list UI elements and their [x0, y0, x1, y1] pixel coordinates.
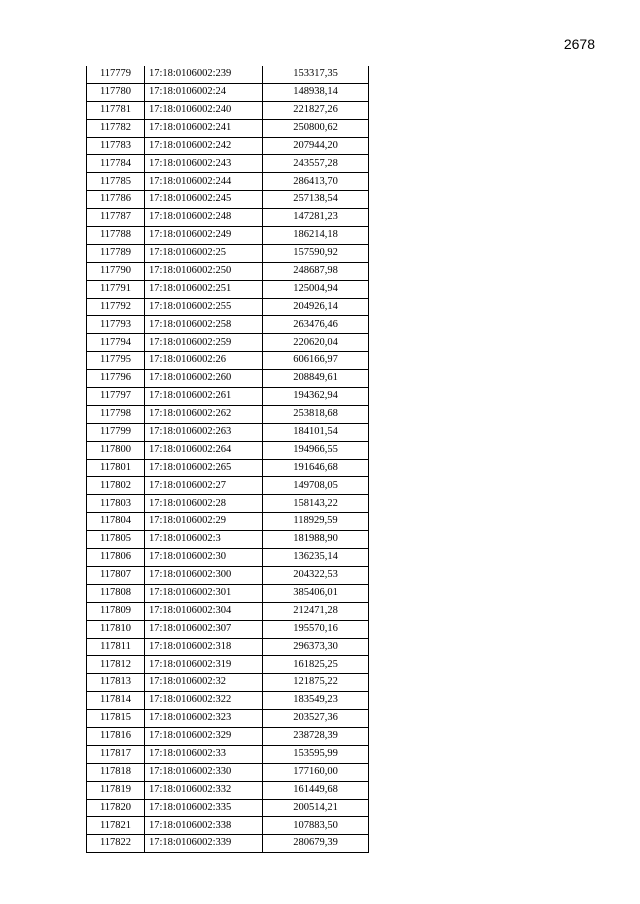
row-number-cell: 117790: [87, 262, 145, 280]
table-row: [87, 710, 369, 728]
row-number-cell: 117783: [87, 137, 145, 155]
table-row: [87, 262, 369, 280]
row-number-cell: 117782: [87, 119, 145, 137]
row-number-cell: 117822: [87, 835, 145, 853]
table-row: [87, 531, 369, 549]
cadastral-value-cell: 195570,16: [263, 620, 369, 638]
cadastral-value-cell: 181988,90: [263, 531, 369, 549]
table-row: [87, 388, 369, 406]
cadastral-number-cell: 17:18:0106002:260: [145, 370, 263, 388]
row-number-cell: 117809: [87, 602, 145, 620]
cadastral-value-cell: 186214,18: [263, 227, 369, 245]
cadastral-value-table: [86, 66, 369, 853]
cadastral-number-cell: 17:18:0106002:329: [145, 727, 263, 745]
table-row: [87, 674, 369, 692]
cadastral-value-cell: 203527,36: [263, 710, 369, 728]
table-row: [87, 566, 369, 584]
cadastral-number-cell: 17:18:0106002:28: [145, 495, 263, 513]
cadastral-value-cell: 248687,98: [263, 262, 369, 280]
row-number-cell: 117800: [87, 441, 145, 459]
table-row: [87, 620, 369, 638]
cadastral-value-cell: 153317,35: [263, 66, 369, 83]
table-row: [87, 280, 369, 298]
row-number-cell: 117808: [87, 584, 145, 602]
row-number-cell: 117814: [87, 692, 145, 710]
table-row: [87, 638, 369, 656]
row-number-cell: 117817: [87, 745, 145, 763]
table-row: [87, 781, 369, 799]
row-number-cell: 117784: [87, 155, 145, 173]
table-row: [87, 209, 369, 227]
row-number-cell: 117805: [87, 531, 145, 549]
cadastral-number-cell: 17:18:0106002:339: [145, 835, 263, 853]
table-body: [87, 66, 369, 853]
row-number-cell: 117801: [87, 459, 145, 477]
table-row: [87, 316, 369, 334]
table-row: [87, 101, 369, 119]
table-row: [87, 119, 369, 137]
row-number-cell: 117785: [87, 173, 145, 191]
cadastral-number-cell: 17:18:0106002:33: [145, 745, 263, 763]
cadastral-value-cell: 253818,68: [263, 405, 369, 423]
cadastral-number-cell: 17:18:0106002:304: [145, 602, 263, 620]
row-number-cell: 117781: [87, 101, 145, 119]
cadastral-number-cell: 17:18:0106002:335: [145, 799, 263, 817]
cadastral-value-cell: 153595,99: [263, 745, 369, 763]
cadastral-number-cell: 17:18:0106002:300: [145, 566, 263, 584]
cadastral-value-cell: 149708,05: [263, 477, 369, 495]
row-number-cell: 117820: [87, 799, 145, 817]
cadastral-number-cell: 17:18:0106002:301: [145, 584, 263, 602]
cadastral-number-cell: 17:18:0106002:242: [145, 137, 263, 155]
cadastral-number-cell: 17:18:0106002:255: [145, 298, 263, 316]
row-number-cell: 117818: [87, 763, 145, 781]
table-row: [87, 459, 369, 477]
row-number-cell: 117810: [87, 620, 145, 638]
page-number: 2678: [563, 36, 595, 52]
cadastral-number-cell: 17:18:0106002:319: [145, 656, 263, 674]
cadastral-number-cell: 17:18:0106002:322: [145, 692, 263, 710]
row-number-cell: 117792: [87, 298, 145, 316]
cadastral-number-cell: 17:18:0106002:25: [145, 244, 263, 262]
table-row: [87, 298, 369, 316]
row-number-cell: 117811: [87, 638, 145, 656]
cadastral-value-cell: 220620,04: [263, 334, 369, 352]
cadastral-value-cell: 194966,55: [263, 441, 369, 459]
row-number-cell: 117807: [87, 566, 145, 584]
cadastral-value-cell: 286413,70: [263, 173, 369, 191]
cadastral-value-cell: 207944,20: [263, 137, 369, 155]
table-row: [87, 513, 369, 531]
row-number-cell: 117819: [87, 781, 145, 799]
table-row: [87, 370, 369, 388]
table-row: [87, 584, 369, 602]
table-row: [87, 191, 369, 209]
row-number-cell: 117796: [87, 370, 145, 388]
table-row: [87, 334, 369, 352]
cadastral-value-cell: 204926,14: [263, 298, 369, 316]
cadastral-number-cell: 17:18:0106002:307: [145, 620, 263, 638]
cadastral-value-cell: 158143,22: [263, 495, 369, 513]
table-row: [87, 441, 369, 459]
cadastral-number-cell: 17:18:0106002:30: [145, 549, 263, 567]
cadastral-number-cell: 17:18:0106002:27: [145, 477, 263, 495]
table-row: [87, 173, 369, 191]
cadastral-number-cell: 17:18:0106002:264: [145, 441, 263, 459]
cadastral-number-cell: 17:18:0106002:265: [145, 459, 263, 477]
cadastral-number-cell: 17:18:0106002:239: [145, 66, 263, 83]
table-row: [87, 495, 369, 513]
table-row: [87, 244, 369, 262]
row-number-cell: 117815: [87, 710, 145, 728]
cadastral-value-cell: 157590,92: [263, 244, 369, 262]
row-number-cell: 117804: [87, 513, 145, 531]
cadastral-value-cell: 107883,50: [263, 817, 369, 835]
cadastral-value-cell: 385406,01: [263, 584, 369, 602]
table-row: [87, 656, 369, 674]
table-row: [87, 602, 369, 620]
row-number-cell: 117780: [87, 83, 145, 101]
cadastral-number-cell: 17:18:0106002:258: [145, 316, 263, 334]
cadastral-value-cell: 263476,46: [263, 316, 369, 334]
cadastral-value-cell: 280679,39: [263, 835, 369, 853]
row-number-cell: 117793: [87, 316, 145, 334]
table-row: [87, 727, 369, 745]
cadastral-value-cell: 121875,22: [263, 674, 369, 692]
row-number-cell: 117786: [87, 191, 145, 209]
cadastral-number-cell: 17:18:0106002:250: [145, 262, 263, 280]
cadastral-value-cell: 208849,61: [263, 370, 369, 388]
table-row: [87, 692, 369, 710]
row-number-cell: 117794: [87, 334, 145, 352]
table-row: [87, 763, 369, 781]
row-number-cell: 117812: [87, 656, 145, 674]
row-number-cell: 117821: [87, 817, 145, 835]
cadastral-number-cell: 17:18:0106002:259: [145, 334, 263, 352]
cadastral-value-cell: 204322,53: [263, 566, 369, 584]
cadastral-number-cell: 17:18:0106002:262: [145, 405, 263, 423]
cadastral-number-cell: 17:18:0106002:26: [145, 352, 263, 370]
row-number-cell: 117788: [87, 227, 145, 245]
cadastral-value-cell: 200514,21: [263, 799, 369, 817]
row-number-cell: 117797: [87, 388, 145, 406]
cadastral-value-cell: 191646,68: [263, 459, 369, 477]
cadastral-value-cell: 184101,54: [263, 423, 369, 441]
row-number-cell: 117799: [87, 423, 145, 441]
cadastral-number-cell: 17:18:0106002:261: [145, 388, 263, 406]
cadastral-value-cell: 296373,30: [263, 638, 369, 656]
table-row: [87, 227, 369, 245]
cadastral-number-cell: 17:18:0106002:32: [145, 674, 263, 692]
row-number-cell: 117816: [87, 727, 145, 745]
row-number-cell: 117802: [87, 477, 145, 495]
table-row: [87, 83, 369, 101]
cadastral-value-cell: 238728,39: [263, 727, 369, 745]
cadastral-number-cell: 17:18:0106002:330: [145, 763, 263, 781]
cadastral-number-cell: 17:18:0106002:240: [145, 101, 263, 119]
table-row: [87, 405, 369, 423]
cadastral-number-cell: 17:18:0106002:3: [145, 531, 263, 549]
cadastral-value-cell: 125004,94: [263, 280, 369, 298]
table-row: [87, 66, 369, 83]
cadastral-value-cell: 148938,14: [263, 83, 369, 101]
table-row: [87, 477, 369, 495]
cadastral-number-cell: 17:18:0106002:245: [145, 191, 263, 209]
cadastral-value-cell: 161825,25: [263, 656, 369, 674]
cadastral-value-cell: 221827,26: [263, 101, 369, 119]
row-number-cell: 117798: [87, 405, 145, 423]
cadastral-value-cell: 606166,97: [263, 352, 369, 370]
row-number-cell: 117789: [87, 244, 145, 262]
row-number-cell: 117806: [87, 549, 145, 567]
row-number-cell: 117787: [87, 209, 145, 227]
cadastral-number-cell: 17:18:0106002:318: [145, 638, 263, 656]
cadastral-number-cell: 17:18:0106002:338: [145, 817, 263, 835]
table-row: [87, 549, 369, 567]
cadastral-value-cell: 136235,14: [263, 549, 369, 567]
row-number-cell: 117803: [87, 495, 145, 513]
cadastral-value-cell: 118929,59: [263, 513, 369, 531]
row-number-cell: 117795: [87, 352, 145, 370]
cadastral-number-cell: 17:18:0106002:263: [145, 423, 263, 441]
table-row: [87, 799, 369, 817]
table-row: [87, 155, 369, 173]
row-number-cell: 117779: [87, 66, 145, 83]
cadastral-value-cell: 257138,54: [263, 191, 369, 209]
cadastral-number-cell: 17:18:0106002:248: [145, 209, 263, 227]
table-row: [87, 137, 369, 155]
cadastral-value-cell: 250800,62: [263, 119, 369, 137]
cadastral-value-cell: 243557,28: [263, 155, 369, 173]
cadastral-number-cell: 17:18:0106002:24: [145, 83, 263, 101]
cadastral-number-cell: 17:18:0106002:244: [145, 173, 263, 191]
table-row: [87, 817, 369, 835]
cadastral-number-cell: 17:18:0106002:241: [145, 119, 263, 137]
row-number-cell: 117813: [87, 674, 145, 692]
cadastral-value-cell: 194362,94: [263, 388, 369, 406]
cadastral-number-cell: 17:18:0106002:251: [145, 280, 263, 298]
cadastral-number-cell: 17:18:0106002:332: [145, 781, 263, 799]
cadastral-number-cell: 17:18:0106002:249: [145, 227, 263, 245]
cadastral-number-cell: 17:18:0106002:323: [145, 710, 263, 728]
cadastral-number-cell: 17:18:0106002:243: [145, 155, 263, 173]
cadastral-value-cell: 183549,23: [263, 692, 369, 710]
row-number-cell: 117791: [87, 280, 145, 298]
table-row: [87, 352, 369, 370]
cadastral-value-cell: 177160,00: [263, 763, 369, 781]
cadastral-number-cell: 17:18:0106002:29: [145, 513, 263, 531]
cadastral-value-cell: 147281,23: [263, 209, 369, 227]
cadastral-value-cell: 161449,68: [263, 781, 369, 799]
table-row: [87, 745, 369, 763]
cadastral-value-cell: 212471,28: [263, 602, 369, 620]
table-row: [87, 835, 369, 853]
table-row: [87, 423, 369, 441]
